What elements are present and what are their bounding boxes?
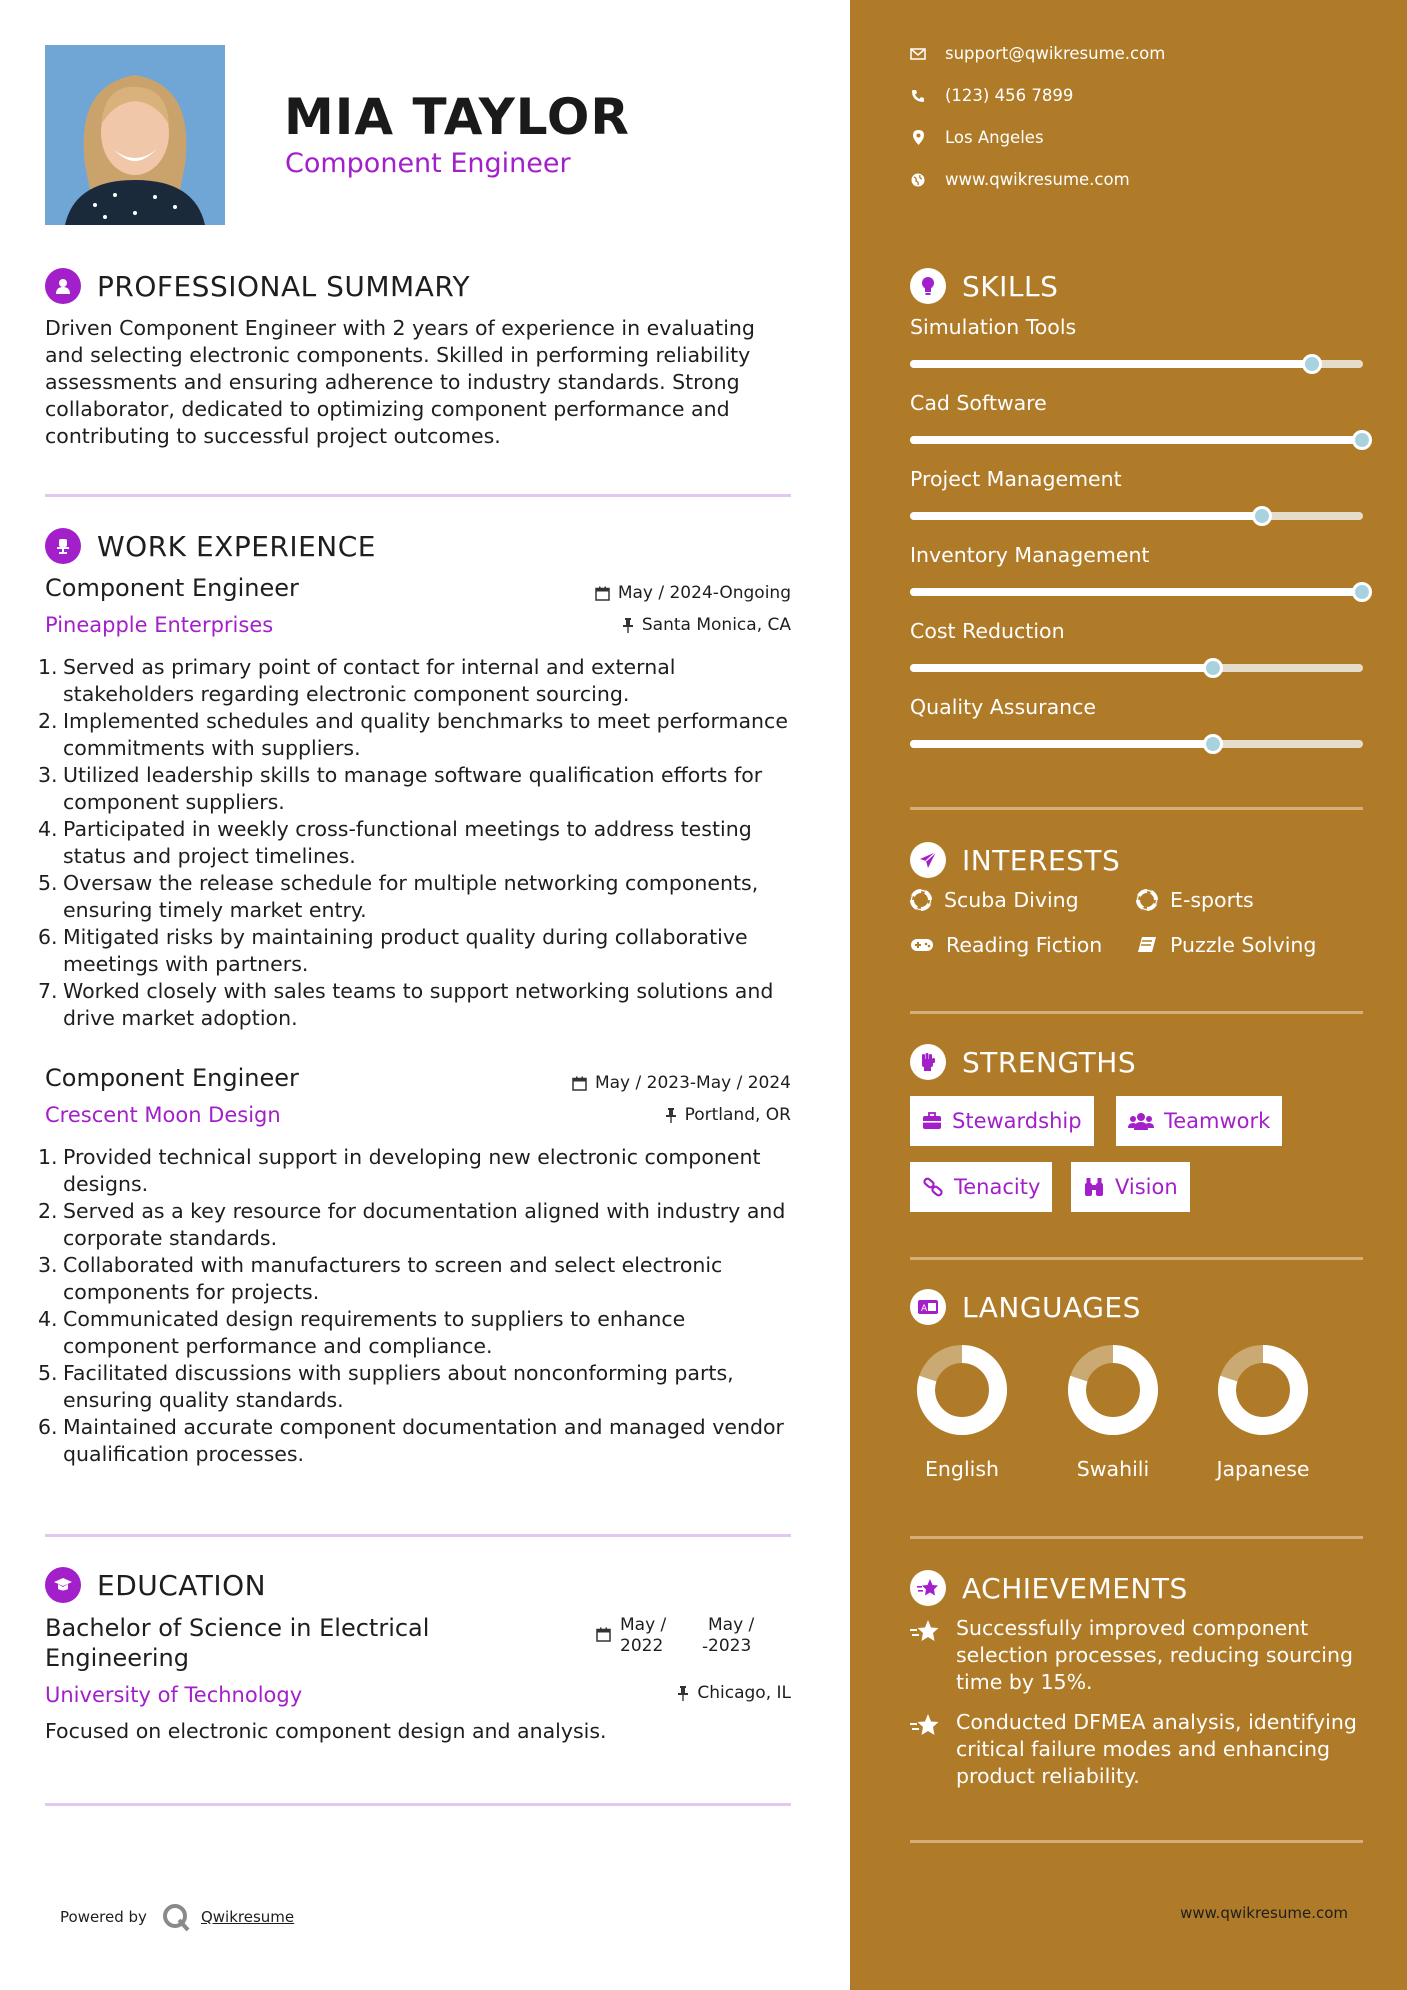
summary-heading [45,268,470,304]
skill-label: Simulation Tools [910,315,1077,339]
education-title: EDUCATION [97,1568,267,1602]
footer-site[interactable]: www.qwikresume.com [1180,1904,1348,1922]
qwikresume-link[interactable]: Qwikresume [200,1908,295,1926]
section-divider [910,807,1363,810]
calendar-icon [596,1627,611,1642]
link-icon [922,1177,944,1197]
skills-title: SKILLS [962,269,1059,303]
book-icon [1136,935,1158,955]
bullet-text: Worked closely with sales teams to support networking solutions and drive market adoption. [63,979,774,1030]
strengths-heading [910,1044,1136,1080]
strength-label: Vision [1115,1175,1178,1199]
section-divider [910,1536,1363,1539]
achievement-item [910,1709,1370,1790]
bullet-item [38,978,798,1032]
bullet-item [38,924,798,978]
interests-heading [910,842,1120,878]
language-label: Japanese [1216,1457,1310,1481]
skill-label: Quality Assurance [910,695,1097,719]
pin-icon [677,1686,689,1701]
star-icon [910,1570,946,1606]
strength-label: Stewardship [952,1109,1082,1133]
pin-icon [622,618,634,633]
chair-icon [45,528,81,564]
bullet-text: Mitigated risks by maintaining product quality during collaborative meetings with partners. [63,925,748,976]
powered-by [60,1902,294,1932]
bullet-item [38,1306,798,1360]
job-location-text: Portland, OR [684,1105,791,1125]
job-date [572,1073,791,1093]
skill-bar [910,512,1363,520]
job-company: Crescent Moon Design [45,1103,281,1127]
contact-website[interactable] [910,170,1130,189]
skill-bar [910,588,1363,596]
skill-level-knob [1203,734,1223,754]
strength-badge [1116,1096,1282,1146]
life-ring-icon [1136,889,1158,911]
section-divider [45,1803,791,1806]
map-marker-icon [913,130,924,145]
interest-item [910,888,1079,912]
skill-level-knob [1203,658,1223,678]
bullet-item [38,1144,798,1198]
strength-badge [910,1162,1052,1212]
bullet-text: Utilized leadership skills to manage software qualification efforts for component suppliers. [63,763,763,814]
skill-level-knob [1352,430,1372,450]
graduation-cap-icon [45,1567,81,1603]
interests-title: INTERESTS [962,843,1121,877]
strength-badge [910,1096,1094,1146]
bullet-number: 4. [38,1307,58,1331]
skill-bar-fill [910,740,1214,748]
bullet-text: Collaborated with manufacturers to screen and select electronic components for projects. [63,1253,723,1304]
language-level-ring [916,1344,1008,1436]
job-date [595,583,791,603]
bullet-item [38,816,798,870]
bullet-number: 3. [38,763,58,787]
summary-title: PROFESSIONAL SUMMARY [97,269,471,303]
job-title: Component Engineer [45,1064,299,1092]
job-bullets [38,654,798,1032]
life-ring-icon [910,889,932,911]
interest-item [1136,933,1316,957]
calendar-icon [572,1076,587,1091]
calendar-icon [595,586,610,601]
bullet-number: 4. [38,817,58,841]
envelope-icon [910,48,926,60]
contact-website-text: www.qwikresume.com [945,170,1130,189]
bullet-text: Provided technical support in developing new electronic component designs. [63,1145,761,1196]
svg-text:A: A [921,1304,928,1314]
school-name: University of Technology [45,1683,303,1707]
skill-bar [910,436,1363,444]
paper-plane-icon [910,842,946,878]
bullet-text: Served as a key resource for documentation aligned with industry and corporate standards. [63,1199,786,1250]
education-location [677,1683,791,1703]
pin-icon [665,1108,677,1123]
contact-phone-text: (123) 456 7899 [945,86,1074,105]
degree-title: Bachelor of Science in Electrical Engineering [45,1614,430,1672]
bullet-number: 3. [38,1253,58,1277]
contact-phone[interactable] [910,86,1073,105]
bullet-text: Oversaw the release schedule for multiple networking components, ensuring timely market entry. [63,871,759,922]
bullet-number: 7. [38,979,58,1003]
skills-heading [910,268,1058,304]
achievement-item [910,1615,1370,1696]
bullet-text: Served as primary point of contact for internal and external stakeholders regarding electronic component sourcing. [63,655,676,706]
strengths-title: STRENGTHS [962,1045,1137,1079]
bullet-item [38,762,798,816]
section-divider [910,1840,1363,1843]
skill-bar-fill [910,588,1363,596]
interest-label: E-sports [1170,888,1254,912]
skill-bar-fill [910,664,1214,672]
interest-item [1136,888,1254,912]
skill-bar [910,664,1363,672]
skill-label: Cad Software [910,391,1047,415]
candidate-role: Component Engineer [285,148,571,179]
achievement-text: Successfully improved component selection processes, reducing sourcing time by 15%. [956,1616,1354,1694]
powered-by-label: Powered by [60,1908,147,1926]
interest-label: Scuba Diving [944,888,1079,912]
section-divider [45,494,791,497]
job-bullets [38,1144,798,1468]
job-location [622,615,791,635]
education-heading [45,1567,266,1603]
section-divider [910,1257,1363,1260]
strength-label: Teamwork [1164,1109,1271,1133]
globe-icon [911,173,925,187]
job-date-text: May / 2023-May / 2024 [594,1073,791,1093]
bullet-number: 2. [38,1199,58,1223]
job-company: Pineapple Enterprises [45,613,274,637]
skill-bar [910,360,1363,368]
language-level-ring [1217,1344,1309,1436]
achievements-heading [910,1570,1188,1606]
contact-email-text: support@qwikresume.com [945,44,1166,63]
binoculars-icon [1083,1177,1105,1197]
languages-heading [910,1289,1141,1325]
users-icon [1128,1112,1154,1130]
bullet-text: Communicated design requirements to suppliers to enhance component performance and compliance. [63,1307,686,1358]
skill-bar-fill [910,436,1363,444]
skill-label: Cost Reduction [910,619,1065,643]
bullet-text: Maintained accurate component documentation and managed vendor qualification processes. [63,1415,784,1466]
job-location-text: Santa Monica, CA [641,615,791,635]
skill-bar [910,740,1363,748]
bullet-number: 5. [38,1361,58,1385]
section-divider [910,1011,1363,1014]
bullet-item [38,654,798,708]
experience-title: WORK EXPERIENCE [97,529,376,563]
bullet-number: 2. [38,709,58,733]
interest-label: Puzzle Solving [1170,933,1317,957]
language-label: English [924,1457,1000,1481]
language-level-ring [1067,1344,1159,1436]
skill-label: Project Management [910,467,1122,491]
skill-label: Inventory Management [910,543,1150,567]
contact-email[interactable] [910,44,1165,63]
bullet-number: 6. [38,1415,58,1439]
languages-title: LANGUAGES [962,1290,1141,1324]
star-icon [910,1618,940,1644]
strength-label: Tenacity [954,1175,1041,1199]
translate-icon [910,1289,946,1325]
bullet-item [38,1198,798,1252]
candidate-name: MIA TAYLOR [284,88,630,146]
achievements-title: ACHIEVEMENTS [962,1571,1188,1605]
education-start-date: May / 2022 [620,1615,667,1656]
contact-location-text: Los Angeles [945,128,1044,147]
section-divider [45,1534,791,1537]
summary-text: Driven Component Engineer with 2 years of experience in evaluating and selecting electronic components. Skilled in performing reliability assessments and ensuring adherence to industry standards. Strong collaborator, dedicated to optimizing component performance and contributing to successful project outcomes. [45,316,755,448]
bullet-text: Participated in weekly cross-functional meetings to address testing status and project timelines. [63,817,752,868]
lightbulb-icon [910,268,946,304]
education-description: Focused on electronic component design and analysis. [45,1719,607,1743]
briefcase-icon [922,1112,942,1130]
bullet-item [38,1414,798,1468]
bullet-item [38,708,798,762]
bullet-number: 6. [38,925,58,949]
bullet-item [38,1252,798,1306]
bullet-text: Implemented schedules and quality benchmarks to meet performance commitments with suppliers. [63,709,788,760]
education-location-text: Chicago, IL [697,1683,791,1703]
bullet-text: Facilitated discussions with suppliers about nonconforming parts, ensuring quality standards. [63,1361,734,1412]
job-location [665,1105,791,1125]
skill-bar-fill [910,512,1263,520]
star-icon [910,1712,940,1738]
bullet-item [38,870,798,924]
job-title: Component Engineer [45,574,299,602]
bullet-number: 1. [38,1145,58,1169]
fist-icon [910,1044,946,1080]
strength-badge [1071,1162,1190,1212]
skill-bar-fill [910,360,1313,368]
profile-photo [45,45,225,225]
user-icon [45,268,81,304]
bullet-number: 5. [38,871,58,895]
education-end-date: May / 2023 [708,1615,755,1656]
job-date-text: May / 2024-Ongoing [617,583,791,603]
achievement-text: Conducted DFMEA analysis, identifying critical failure modes and enhancing product reliability. [956,1710,1357,1788]
bullet-number: 1. [38,655,58,679]
interest-label: Reading Fiction [946,933,1103,957]
contact-location [910,128,1044,147]
interest-item [910,933,1102,957]
experience-heading [45,528,376,564]
bullet-item [38,1360,798,1414]
gamepad-icon [910,937,934,953]
language-label: Swahili [1076,1457,1150,1481]
skill-level-knob [1352,582,1372,602]
qwikresume-logo-icon [161,1902,191,1932]
date-separator: - [702,1637,709,1657]
phone-icon [911,89,925,103]
